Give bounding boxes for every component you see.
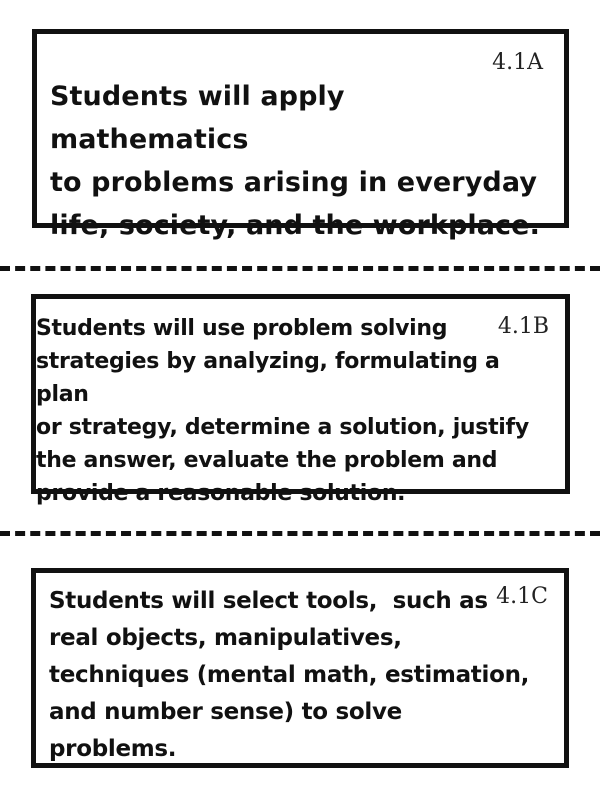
description-line: strategies by analyzing, formulating a plan (36, 349, 500, 407)
cut-line-divider (0, 266, 600, 271)
description-line: life, society, and the workplace. (50, 210, 540, 241)
standard-code: 4.1B (497, 314, 549, 339)
description-line: to problems arising in everyday (50, 167, 538, 198)
description-line: Students will apply mathematics (50, 81, 345, 155)
standard-description (49, 583, 539, 768)
description-line: provide a reasonable solution. (36, 481, 406, 506)
standard-card-4-1b (31, 294, 570, 506)
description-line: Students will select tools, such as (49, 588, 488, 614)
standard-code: 4.1C (496, 584, 548, 609)
description-line: or strategy, determine a solution, justify (36, 415, 529, 440)
standard-card-4-1a (32, 29, 569, 241)
description-line: real objects, manipulatives, (49, 625, 402, 651)
standard-description (50, 75, 540, 247)
cut-line-divider (0, 531, 600, 536)
description-line: and number sense) to solve (49, 699, 402, 725)
standard-description (36, 312, 546, 510)
description-line: Students will use problem solving (36, 316, 448, 341)
description-line: the answer, evaluate the problem and (36, 448, 498, 473)
standard-code: 4.1A (492, 50, 543, 75)
description-line: techniques (mental math, estimation, (49, 662, 530, 688)
standard-card-4-1c (31, 568, 569, 768)
description-line: problems. (49, 736, 177, 762)
